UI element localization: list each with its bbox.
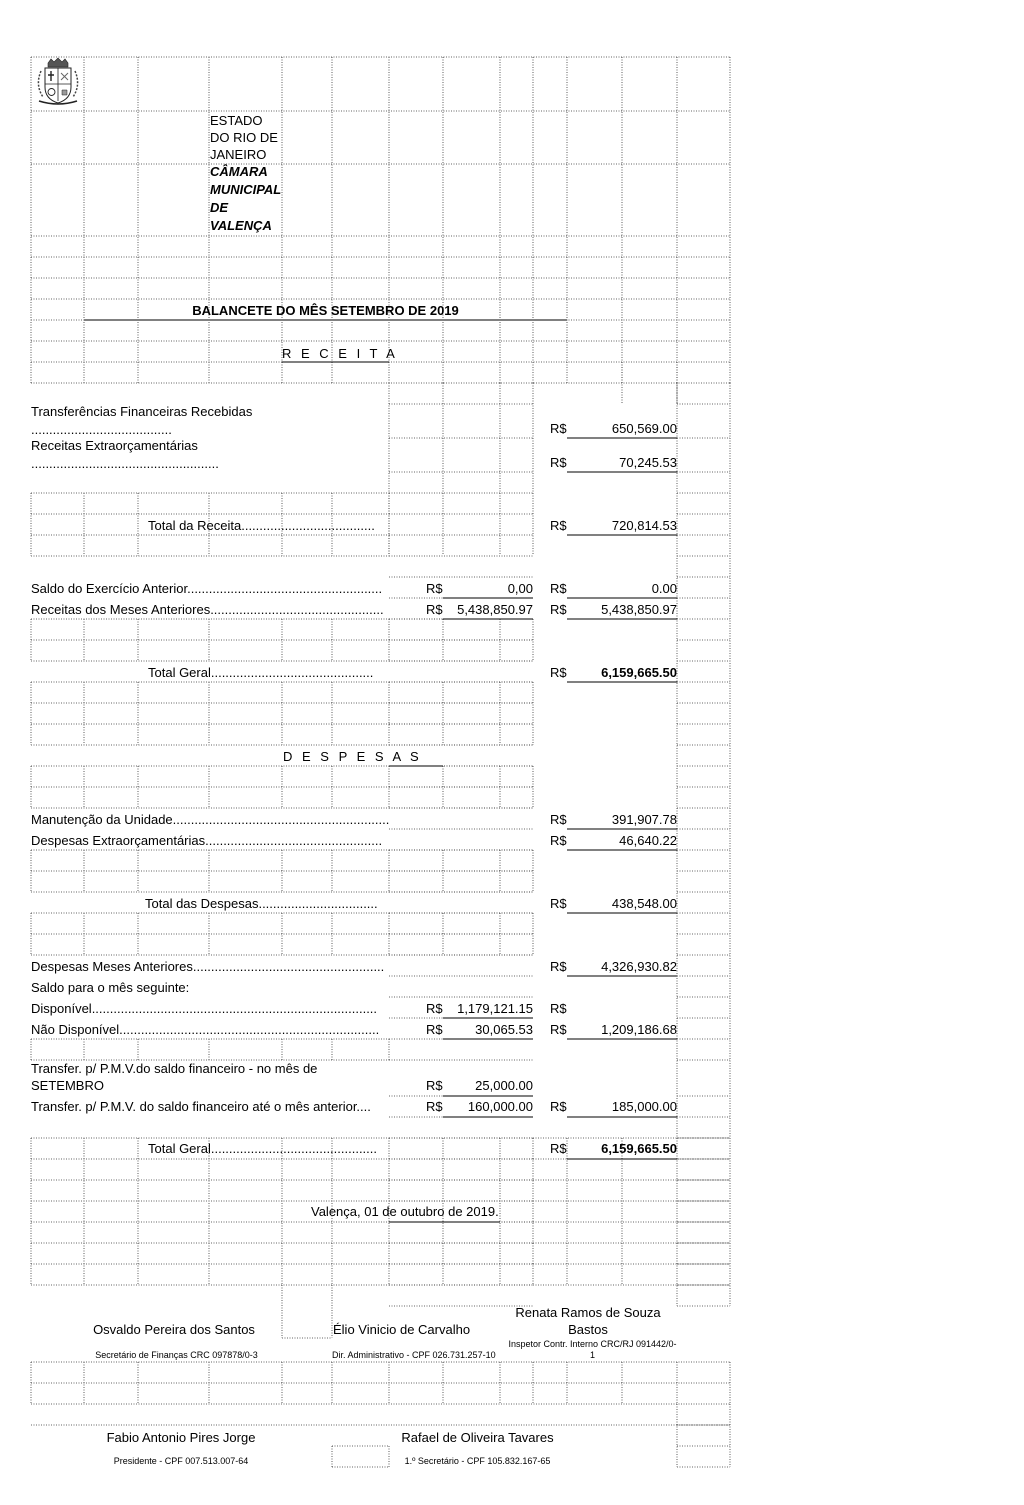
transferencias-label: Transferências Financeiras Recebidas	[31, 404, 253, 419]
total-receita-value: 720,814.53	[611, 518, 677, 533]
signature-3-role-line-1: Inspetor Contr. Interno CRC/RJ 091442/0-	[508, 1339, 677, 1349]
signature-5-role: 1.º Secretário - CPF 105.832.167-65	[404, 1456, 551, 1466]
report-title: BALANCETE DO MÊS SETEMBRO DE 2019	[192, 303, 459, 318]
receita-total-geral-label: Total Geral.............................................	[148, 665, 374, 680]
saldo-anterior-value-1: 0,00	[507, 581, 533, 596]
disponivel-value-1: 1,179,121.15	[457, 1001, 533, 1016]
nao-disponivel-value-1: 30,065.53	[475, 1022, 533, 1037]
despesas-meses-anteriores-label: Despesas Meses Anteriores.....................................................	[31, 959, 385, 974]
manutencao-value: 391,907.78	[611, 812, 677, 827]
chamber-line-3: DE	[210, 200, 229, 215]
disponivel-currency-2: R$	[550, 1001, 567, 1016]
manutencao-label: Manutenção da Unidade............................................................	[31, 812, 390, 827]
state-line-1: ESTADO	[210, 113, 263, 128]
nao-disponivel-currency-2: R$	[550, 1022, 567, 1037]
total-receita-label: Total da Receita.....................................	[148, 518, 375, 533]
receitas-meses-anteriores-currency-2: R$	[550, 602, 567, 617]
transferencias-dots: .......................................	[31, 422, 172, 437]
nao-disponivel-label: Não Disponível........................................................................	[31, 1022, 380, 1037]
signature-2-name: Élio Vinicio de Carvalho	[333, 1322, 471, 1337]
receitas-meses-anteriores-value-1: 5,438,850.97	[457, 602, 533, 617]
receitas-meses-anteriores-currency-1: R$	[426, 602, 443, 617]
receitas-extra-value: 70,245.53	[619, 455, 677, 470]
signature-5-name: Rafael de Oliveira Tavares	[401, 1430, 554, 1445]
signature-2-role: Dir. Administrativo - CPF 026.731.257-10	[332, 1350, 496, 1360]
signature-1-role: Secretário de Finanças CRC 097878/0-3	[95, 1350, 258, 1360]
saldo-mes-seguinte-label: Saldo para o mês seguinte:	[31, 980, 190, 995]
coat-of-arms-logo	[33, 57, 83, 107]
transfer-mes-currency: R$	[426, 1078, 443, 1093]
receitas-meses-anteriores-value-2: 5,438,850.97	[601, 602, 677, 617]
receitas-extra-dots: ....................................................	[31, 456, 219, 471]
receita-heading: R E C E I T A	[282, 346, 398, 361]
signature-3-name-line-2: Bastos	[568, 1322, 608, 1337]
total-despesas-value: 438,548.00	[611, 896, 677, 911]
date-line: Valença, 01 de outubro de 2019.	[311, 1204, 499, 1219]
transfer-mes-line-1: Transfer. p/ P.M.V.do saldo financeiro - no mês de	[31, 1061, 318, 1076]
transfer-anterior-value-2: 185,000.00	[611, 1099, 677, 1114]
transfer-mes-value: 25,000.00	[475, 1078, 533, 1093]
chamber-line-2: MUNICIPAL	[210, 182, 282, 197]
receitas-meses-anteriores-label: Receitas dos Meses Anteriores................................................	[31, 602, 384, 617]
signature-3-name-line-1: Renata Ramos de Souza	[515, 1305, 661, 1320]
receita-total-geral-currency: R$	[550, 665, 567, 680]
signature-1-name: Osvaldo Pereira dos Santos	[93, 1322, 255, 1337]
total-despesas-label: Total das Despesas.................................	[145, 896, 378, 911]
total-receita-currency: R$	[550, 518, 567, 533]
nao-disponivel-value-2: 1,209,186.68	[601, 1022, 677, 1037]
despesas-extra-label: Despesas Extraorçamentárias.................................................	[31, 833, 383, 848]
state-line-2: DO RIO DE	[210, 130, 278, 145]
signature-4-role: Presidente - CPF 007.513.007-64	[113, 1456, 249, 1466]
despesas-heading: D E S P E S A S	[283, 749, 422, 764]
transfer-anterior-value-1: 160,000.00	[467, 1099, 533, 1114]
despesas-total-geral-currency: R$	[550, 1141, 567, 1156]
signature-3-role-line-2: 1	[589, 1350, 595, 1360]
receitas-extra-label: Receitas Extraorçamentárias	[31, 438, 198, 453]
despesas-extra-currency: R$	[550, 833, 567, 848]
disponivel-label: Disponível...............................................................................	[31, 1001, 378, 1016]
despesas-extra-value: 46,640.22	[619, 833, 677, 848]
despesas-total-geral-value: 6,159,665.50	[601, 1141, 677, 1156]
despesas-meses-anteriores-currency: R$	[550, 959, 567, 974]
saldo-anterior-label: Saldo do Exercício Anterior......................................................	[31, 581, 383, 596]
manutencao-currency: R$	[550, 812, 567, 827]
saldo-anterior-currency-2: R$	[550, 581, 567, 596]
transfer-anterior-label: Transfer. p/ P.M.V. do saldo financeiro até o mês anterior....	[31, 1099, 371, 1114]
transferencias-currency: R$	[550, 421, 567, 436]
transfer-anterior-currency-1: R$	[426, 1099, 443, 1114]
transferencias-value: 650,569.00	[611, 421, 677, 436]
saldo-anterior-currency-1: R$	[426, 581, 443, 596]
chamber-line-4: VALENÇA	[210, 218, 272, 233]
despesas-meses-anteriores-value: 4,326,930.82	[601, 959, 677, 974]
transfer-anterior-currency-2: R$	[550, 1099, 567, 1114]
transfer-mes-line-2: SETEMBRO	[31, 1078, 104, 1093]
total-despesas-currency: R$	[550, 896, 567, 911]
signature-4-name: Fabio Antonio Pires Jorge	[106, 1430, 256, 1445]
saldo-anterior-value-2: 0.00	[651, 581, 677, 596]
state-line-3: JANEIRO	[210, 147, 267, 162]
receitas-extra-currency: R$	[550, 455, 567, 470]
despesas-total-geral-label: Total Geral..............................................	[148, 1141, 378, 1156]
chamber-line-1: CÂMARA	[210, 164, 268, 179]
disponivel-currency-1: R$	[426, 1001, 443, 1016]
receita-total-geral-value: 6,159,665.50	[601, 665, 677, 680]
nao-disponivel-currency-1: R$	[426, 1022, 443, 1037]
